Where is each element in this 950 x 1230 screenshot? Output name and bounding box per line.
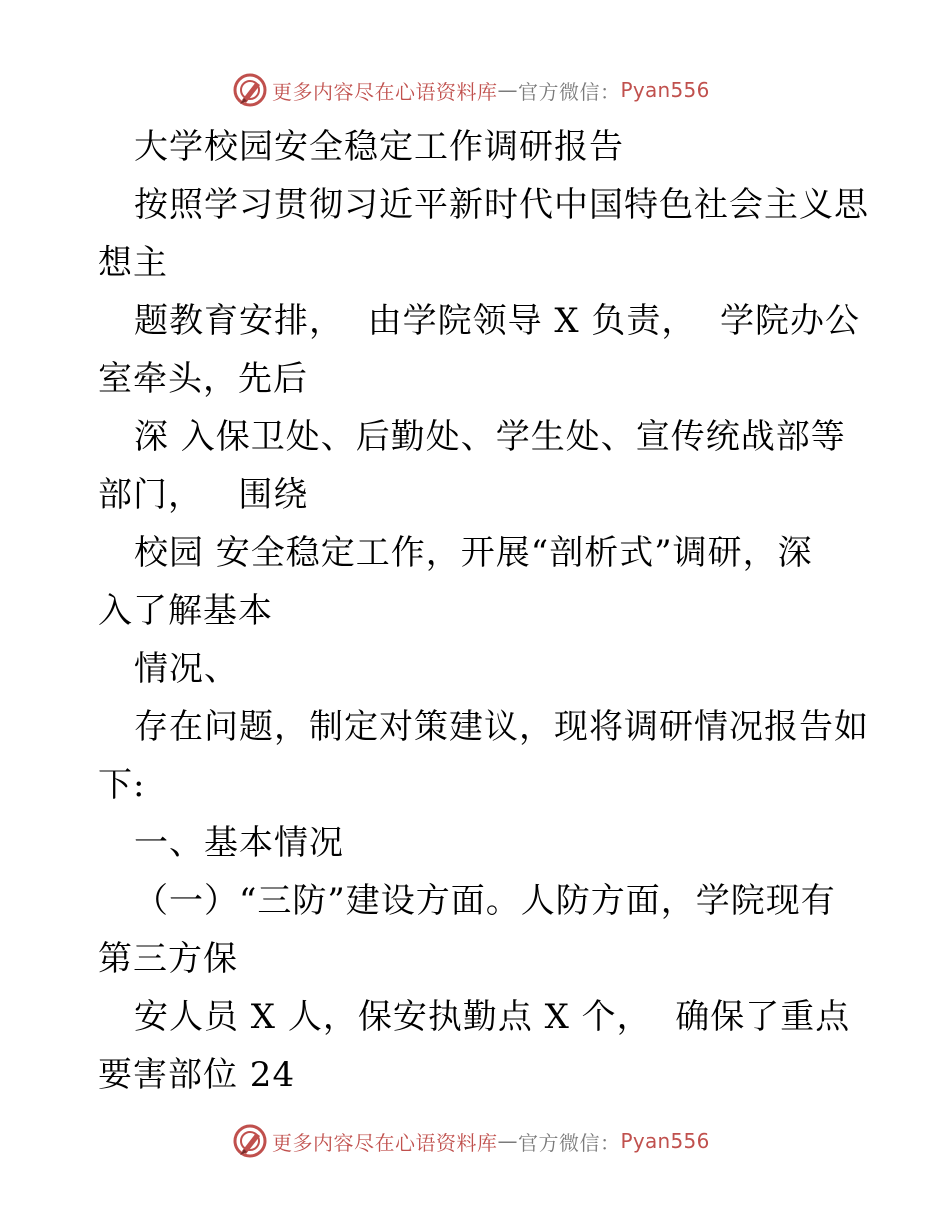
document-body [98, 118, 869, 1104]
paragraph-line: 存在问题，制定对策建议，现将调研情况报告如 [134, 707, 869, 747]
paragraph-line: 安人员 X 人，保安执勤点 X 个， 确保了重点 [134, 997, 851, 1037]
document-title: 大学校园安全稳定工作调研报告 [134, 127, 624, 167]
paragraph-line: 按照学习贯彻习近平新时代中国特色社会主义思 [134, 185, 869, 225]
watermark-account-id: Pyan556 [620, 78, 710, 102]
watermark-main-text: 更多内容尽在心语资料库 [272, 79, 498, 104]
paragraph-line: 第三方保 [98, 939, 238, 979]
watermark-separator: — [497, 78, 518, 102]
paragraph-line: 题教育安排， 由学院领导 X 负责， 学院办公 [134, 301, 861, 341]
watermark-account-text: 官方微信： [518, 1130, 621, 1155]
pen-logo-icon [232, 1123, 268, 1159]
footer-watermark [232, 1121, 710, 1161]
paragraph-line: 入了解基本 [98, 591, 273, 631]
paragraph-line: 想主 [98, 243, 168, 283]
paragraph-line: 校园 安全稳定工作，开展“剖析式”调研，深 [134, 533, 813, 573]
paragraph-line: 下: [98, 765, 146, 805]
paragraph-line: 部门， 围绕 [98, 475, 309, 515]
watermark-account-id: Pyan556 [620, 1129, 710, 1153]
paragraph-line: 室牵头，先后 [98, 359, 308, 399]
watermark-account-text: 官方微信： [518, 79, 621, 104]
watermark-separator: — [497, 1129, 518, 1153]
pen-logo-icon [232, 72, 268, 108]
watermark-main-text: 更多内容尽在心语资料库 [272, 1130, 498, 1155]
section-heading: 一、基本情况 [134, 823, 344, 863]
paragraph-line: 要害部位 24 [98, 1055, 296, 1095]
paragraph-line: （一）“三防”建设方面。人防方面，学院现有 [134, 881, 836, 921]
header-watermark [232, 70, 710, 110]
paragraph-line: 深 入保卫处、后勤处、学生处、宣传统战部等 [134, 417, 846, 457]
paragraph-line: 情况、 [134, 649, 239, 689]
